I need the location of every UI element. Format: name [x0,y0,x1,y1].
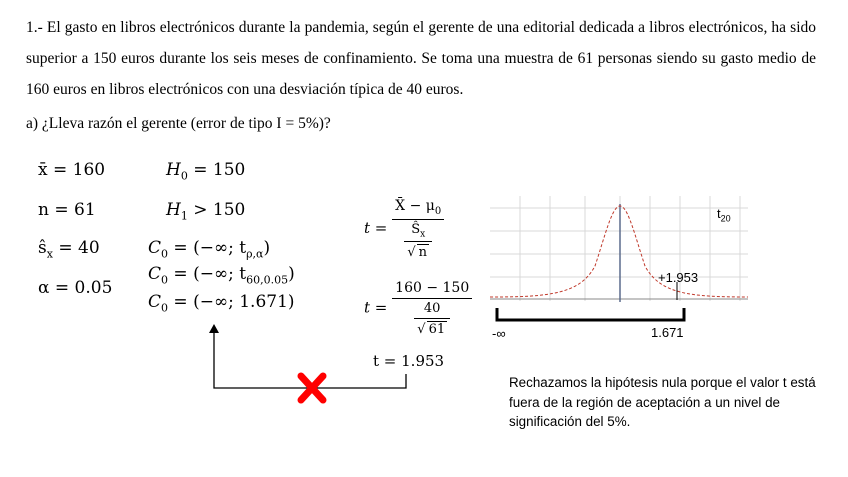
sample-mean: x̄ = 160 [38,160,106,180]
statistic-formula: t = $\frac{X̄ - \mu_0}{\frac{Ŝ_x}{√ n}}$ [364,198,444,260]
statistic-marker-label: +1.953 [658,270,699,285]
alpha-level: α = 0.05 [38,278,113,298]
critical-region-general: $C_0$ = (−∞; $t_{\rho,\alpha}$) [148,238,271,261]
critical-region-value: $C_0$ = (−∞; 1.671) [148,292,295,315]
alt-hypothesis: $H_1 > 150$ [166,200,246,223]
statistic-substitution: t = $\frac{160 - 150}{\frac{40}{√ 61}}$ [364,280,472,337]
left-bound-label: -∞ [492,326,506,341]
distribution-label: $t_{20}$ [717,206,731,224]
right-bound-label: 1.671 [651,325,684,340]
connector-arrow [200,324,420,404]
null-hypothesis: $H_0 = 150$ [166,160,246,183]
sample-deviation: $ŝ_x = 40$ [38,238,100,261]
critical-region-specific: $C_0$ = (−∞; $t_{60,0.05}$) [148,264,295,287]
sample-size: n = 61 [38,200,96,220]
conclusion-text: Rechazamos la hipótesis nula porque el valor t está fuera de la región de aceptación a un nivel de significación del 5%. [509,375,816,429]
problem-statement: 1.- El gasto en libros electrónicos durante la pandemia, según el gerente de una editorial dedicada a libros electrónicos, ha sido superior a 150 euros durante los seis meses de confinamiento. Se toma una muestra de 61 personas siendo su gasto medio de 160 euros en libros electrónicos con una desviación típica de 40 euros. [26,19,816,98]
question-a: a) ¿Lleva razón el gerente (error de tipo I = 5%)? [26,115,331,132]
t-distribution-graph [490,196,750,310]
acceptance-region-bracket [494,306,690,326]
statistic-result: t = 1.953 [373,352,445,370]
